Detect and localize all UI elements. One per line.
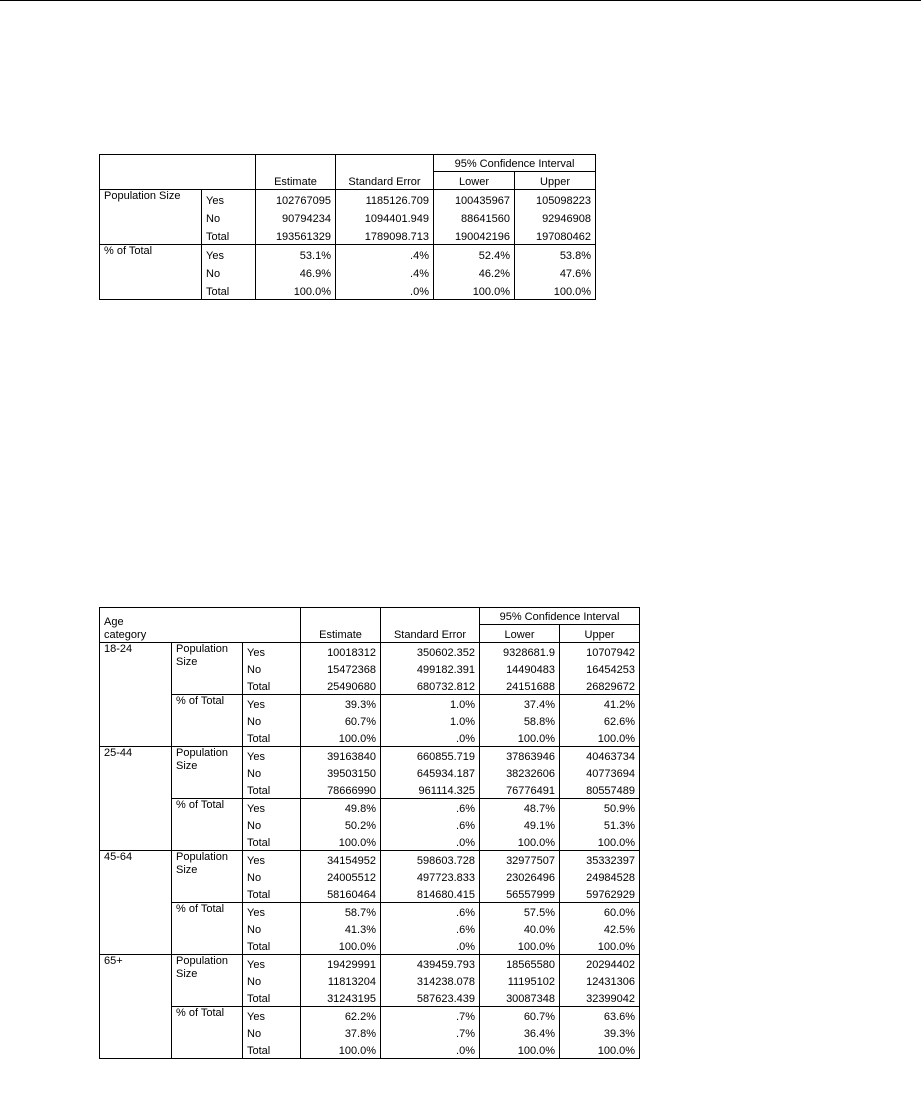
upper-cell: 92946908 <box>515 208 596 226</box>
standard-error-cell: 350602.352 <box>381 643 480 661</box>
upper-cell: 42.5% <box>560 920 640 937</box>
statistic-label-line1: Population <box>176 851 228 863</box>
col-header-upper: Upper <box>560 625 640 643</box>
statistic-label-cell <box>172 903 243 955</box>
upper-cell: 39.3% <box>560 1024 640 1041</box>
category-cell: No <box>202 208 256 226</box>
category-cell: Total <box>243 1041 301 1059</box>
col-header-confidence-interval: 95% Confidence Interval <box>434 155 596 172</box>
standard-error-cell: .4% <box>336 263 434 281</box>
category-cell: Yes <box>243 695 301 713</box>
standard-error-cell: .0% <box>336 281 434 300</box>
estimate-cell: 60.7% <box>301 712 381 729</box>
standard-error-cell: 1789098.713 <box>336 226 434 245</box>
upper-cell: 100.0% <box>560 1041 640 1059</box>
statistic-label-cell <box>172 955 243 1007</box>
upper-cell: 35332397 <box>560 851 640 869</box>
category-cell: No <box>243 660 301 677</box>
lower-cell: 100.0% <box>480 729 560 747</box>
standard-error-cell: 961114.325 <box>381 781 480 799</box>
table-row <box>100 695 640 713</box>
estimate-cell: 19429991 <box>301 955 381 973</box>
estimate-cell: 58160464 <box>301 885 381 903</box>
col-header-estimate: Estimate <box>256 155 336 190</box>
upper-cell: 100.0% <box>560 729 640 747</box>
statistic-label-line1: % of Total <box>176 799 225 811</box>
statistic-label-cell <box>172 643 243 695</box>
standard-error-cell: .0% <box>381 729 480 747</box>
standard-error-cell: .6% <box>381 920 480 937</box>
lower-cell: 60.7% <box>480 1007 560 1025</box>
estimate-cell: 46.9% <box>256 263 336 281</box>
table-row <box>100 245 596 264</box>
category-cell: No <box>243 764 301 781</box>
col-header-standard-error: Standard Error <box>381 608 480 643</box>
table-row <box>100 955 640 973</box>
standard-error-cell: .7% <box>381 1024 480 1041</box>
category-cell: Yes <box>202 190 256 209</box>
statistic-label-cell <box>172 851 243 903</box>
lower-cell: 100.0% <box>480 937 560 955</box>
category-cell: Total <box>243 885 301 903</box>
estimate-cell: 100.0% <box>301 729 381 747</box>
statistic-label-line2: Size <box>176 864 198 876</box>
upper-cell: 63.6% <box>560 1007 640 1025</box>
statistic-label-cell <box>172 799 243 851</box>
lower-cell: 30087348 <box>480 989 560 1007</box>
standard-error-cell: 314238.078 <box>381 972 480 989</box>
standard-error-cell: .7% <box>381 1007 480 1025</box>
estimate-cell: 62.2% <box>301 1007 381 1025</box>
statistic-label-line1: Population <box>176 955 228 967</box>
upper-cell: 20294402 <box>560 955 640 973</box>
estimate-cell: 15472368 <box>301 660 381 677</box>
category-cell: No <box>243 816 301 833</box>
upper-cell: 62.6% <box>560 712 640 729</box>
lower-cell: 32977507 <box>480 851 560 869</box>
age-category-cell: 45-64 <box>100 851 172 955</box>
upper-cell: 50.9% <box>560 799 640 817</box>
standard-error-cell: 680732.812 <box>381 677 480 695</box>
upper-cell: 59762929 <box>560 885 640 903</box>
lower-cell: 14490483 <box>480 660 560 677</box>
category-cell: Yes <box>202 245 256 264</box>
estimate-cell: 90794234 <box>256 208 336 226</box>
col-header-standard-error: Standard Error <box>336 155 434 190</box>
lower-cell: 40.0% <box>480 920 560 937</box>
lower-cell: 18565580 <box>480 955 560 973</box>
lower-cell: 37.4% <box>480 695 560 713</box>
group-label-cell: Population Size <box>100 190 202 245</box>
category-cell: No <box>202 263 256 281</box>
upper-cell: 47.6% <box>515 263 596 281</box>
estimate-cell: 193561329 <box>256 226 336 245</box>
standard-error-cell: 1094401.949 <box>336 208 434 226</box>
category-cell: Total <box>243 989 301 1007</box>
standard-error-cell: 598603.728 <box>381 851 480 869</box>
group-label-cell: % of Total <box>100 245 202 300</box>
upper-cell: 40773694 <box>560 764 640 781</box>
col-header-confidence-interval: 95% Confidence Interval <box>480 608 640 625</box>
estimate-cell: 39503150 <box>301 764 381 781</box>
age-header-line2: category <box>104 629 147 641</box>
estimate-cell: 31243195 <box>301 989 381 1007</box>
estimate-cell: 49.8% <box>301 799 381 817</box>
standard-error-cell: .6% <box>381 799 480 817</box>
category-cell: Yes <box>243 643 301 661</box>
upper-cell: 40463734 <box>560 747 640 765</box>
upper-cell: 16454253 <box>560 660 640 677</box>
upper-cell: 53.8% <box>515 245 596 264</box>
statistic-label-line1: % of Total <box>176 1007 225 1019</box>
estimate-cell: 39.3% <box>301 695 381 713</box>
age-category-estimates-table <box>99 607 640 1059</box>
upper-cell: 60.0% <box>560 903 640 921</box>
table-row <box>100 747 640 765</box>
table-row <box>100 851 640 869</box>
col-header-upper: Upper <box>515 172 596 190</box>
standard-error-cell: 439459.793 <box>381 955 480 973</box>
lower-cell: 57.5% <box>480 903 560 921</box>
standard-error-cell: 1.0% <box>381 695 480 713</box>
estimate-cell: 50.2% <box>301 816 381 833</box>
lower-cell: 76776491 <box>480 781 560 799</box>
col-header-estimate: Estimate <box>301 608 381 643</box>
estimate-cell: 58.7% <box>301 903 381 921</box>
statistic-label-line1: Population <box>176 643 228 655</box>
table-row <box>100 799 640 817</box>
table-row <box>100 903 640 921</box>
upper-cell: 105098223 <box>515 190 596 209</box>
overall-estimates-table <box>99 154 596 300</box>
standard-error-cell: 1185126.709 <box>336 190 434 209</box>
statistic-label-cell <box>172 695 243 747</box>
lower-cell: 100.0% <box>434 281 515 300</box>
lower-cell: 190042196 <box>434 226 515 245</box>
upper-cell: 32399042 <box>560 989 640 1007</box>
upper-cell: 41.2% <box>560 695 640 713</box>
age-category-cell: 65+ <box>100 955 172 1059</box>
lower-cell: 49.1% <box>480 816 560 833</box>
table-row <box>100 1007 640 1025</box>
statistic-label-line2: Size <box>176 656 198 668</box>
upper-cell: 80557489 <box>560 781 640 799</box>
standard-error-cell: .6% <box>381 903 480 921</box>
estimate-cell: 24005512 <box>301 868 381 885</box>
category-cell: Total <box>243 833 301 851</box>
category-cell: Total <box>243 729 301 747</box>
estimate-cell: 102767095 <box>256 190 336 209</box>
estimate-cell: 100.0% <box>256 281 336 300</box>
lower-cell: 46.2% <box>434 263 515 281</box>
lower-cell: 9328681.9 <box>480 643 560 661</box>
lower-cell: 37863946 <box>480 747 560 765</box>
category-cell: No <box>243 972 301 989</box>
category-cell: Yes <box>243 799 301 817</box>
statistic-label-line2: Size <box>176 968 198 980</box>
lower-cell: 58.8% <box>480 712 560 729</box>
lower-cell: 52.4% <box>434 245 515 264</box>
upper-cell: 12431306 <box>560 972 640 989</box>
age-category-cell: 18-24 <box>100 643 172 747</box>
statistic-label-line1: Population <box>176 747 228 759</box>
upper-cell: 51.3% <box>560 816 640 833</box>
category-cell: No <box>243 920 301 937</box>
estimate-cell: 10018312 <box>301 643 381 661</box>
upper-cell: 10707942 <box>560 643 640 661</box>
lower-cell: 56557999 <box>480 885 560 903</box>
estimate-cell: 11813204 <box>301 972 381 989</box>
estimate-cell: 25490680 <box>301 677 381 695</box>
standard-error-cell: .0% <box>381 937 480 955</box>
standard-error-cell: 497723.833 <box>381 868 480 885</box>
lower-cell: 11195102 <box>480 972 560 989</box>
top-divider <box>0 0 921 1</box>
lower-cell: 100.0% <box>480 833 560 851</box>
lower-cell: 100.0% <box>480 1041 560 1059</box>
estimate-cell: 78666990 <box>301 781 381 799</box>
statistic-label-line1: % of Total <box>176 695 225 707</box>
category-cell: No <box>243 868 301 885</box>
standard-error-cell: 587623.439 <box>381 989 480 1007</box>
estimate-cell: 100.0% <box>301 833 381 851</box>
estimate-cell: 41.3% <box>301 920 381 937</box>
category-cell: Yes <box>243 851 301 869</box>
age-category-header <box>100 608 301 643</box>
col-header-lower: Lower <box>480 625 560 643</box>
lower-cell: 38232606 <box>480 764 560 781</box>
age-header-line1: Age <box>104 616 124 628</box>
standard-error-cell: .0% <box>381 1041 480 1059</box>
category-cell: Total <box>243 781 301 799</box>
standard-error-cell: .0% <box>381 833 480 851</box>
col-header-lower: Lower <box>434 172 515 190</box>
category-cell: Total <box>243 937 301 955</box>
upper-cell: 100.0% <box>560 937 640 955</box>
category-cell: Yes <box>243 1007 301 1025</box>
statistic-label-line2: Size <box>176 760 198 772</box>
table-row <box>100 190 596 209</box>
upper-cell: 100.0% <box>515 281 596 300</box>
upper-cell: 26829672 <box>560 677 640 695</box>
category-cell: Yes <box>243 903 301 921</box>
standard-error-cell: 499182.391 <box>381 660 480 677</box>
standard-error-cell: .4% <box>336 245 434 264</box>
upper-cell: 197080462 <box>515 226 596 245</box>
age-category-cell: 25-44 <box>100 747 172 851</box>
standard-error-cell: 814680.415 <box>381 885 480 903</box>
upper-cell: 24984528 <box>560 868 640 885</box>
statistic-label-cell <box>172 747 243 799</box>
standard-error-cell: 1.0% <box>381 712 480 729</box>
category-cell: Yes <box>243 955 301 973</box>
estimate-cell: 37.8% <box>301 1024 381 1041</box>
lower-cell: 100435967 <box>434 190 515 209</box>
estimate-cell: 100.0% <box>301 937 381 955</box>
category-cell: Yes <box>243 747 301 765</box>
table-row <box>100 643 640 661</box>
statistic-label-cell <box>172 1007 243 1059</box>
category-cell: Total <box>243 677 301 695</box>
corner-cell <box>100 155 256 190</box>
category-cell: No <box>243 712 301 729</box>
estimate-cell: 34154952 <box>301 851 381 869</box>
lower-cell: 88641560 <box>434 208 515 226</box>
category-cell: Total <box>202 281 256 300</box>
standard-error-cell: 645934.187 <box>381 764 480 781</box>
estimate-cell: 53.1% <box>256 245 336 264</box>
category-cell: Total <box>202 226 256 245</box>
category-cell: No <box>243 1024 301 1041</box>
lower-cell: 36.4% <box>480 1024 560 1041</box>
statistic-label-line1: % of Total <box>176 903 225 915</box>
estimate-cell: 39163840 <box>301 747 381 765</box>
estimate-cell: 100.0% <box>301 1041 381 1059</box>
lower-cell: 48.7% <box>480 799 560 817</box>
lower-cell: 23026496 <box>480 868 560 885</box>
lower-cell: 24151688 <box>480 677 560 695</box>
upper-cell: 100.0% <box>560 833 640 851</box>
standard-error-cell: .6% <box>381 816 480 833</box>
standard-error-cell: 660855.719 <box>381 747 480 765</box>
